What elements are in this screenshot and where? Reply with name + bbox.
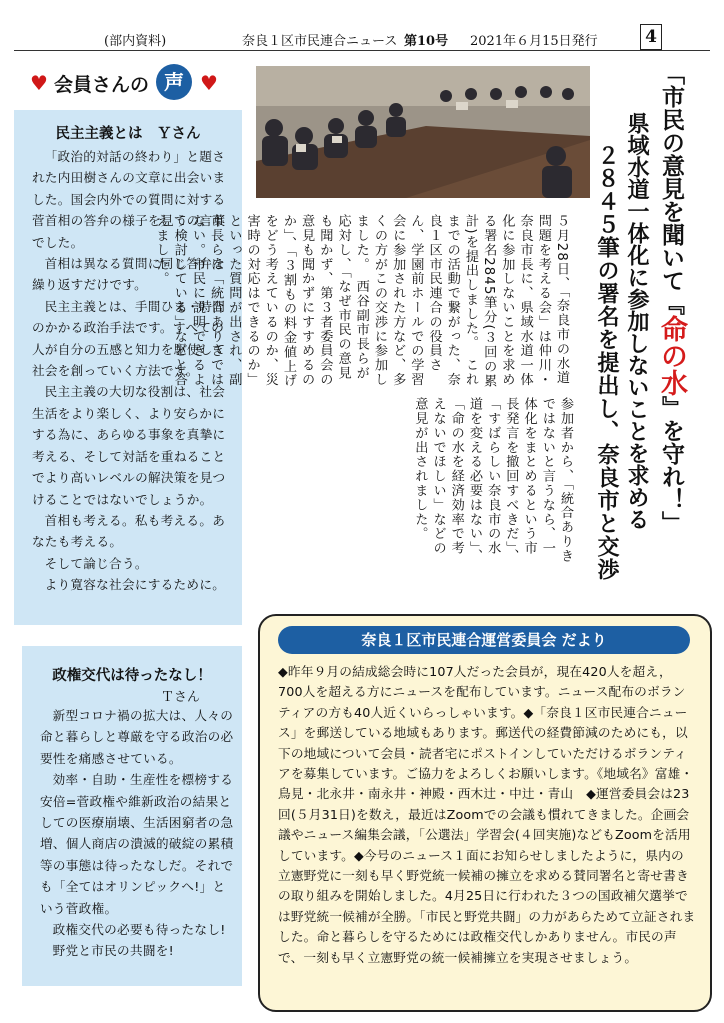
column-paragraph: 効率・自助・生産性を標榜する安倍=菅政権や維新政治の結果としての医療崩壊、生活困窮者の急増、個人商店の潰滅的破綻の累積等の事態は待ったなしだ。それでも「全てはオリンピックへ!」という菅政権。	[40, 772, 234, 916]
headline-pre: 「市民の意見を聞いて『	[658, 62, 685, 315]
column-title: 政権交代は待ったなし！	[52, 668, 212, 684]
member-column-regime-change	[22, 646, 242, 986]
issue-number: 第10号	[404, 34, 449, 49]
headline-sub2: ２８４５筆の署名を提出し、奈良市と交渉	[594, 144, 619, 581]
page-number: 4	[640, 24, 662, 50]
committee-notice	[258, 614, 712, 1012]
notice-body: ◆昨年９月の結成総会時に107人だった会員が，現在420人を超え，700人を超える方にニュースを配布しています。ニュース配布のボランティアの方も40人近くいらっしゃいます。◆「奈良１区市民連合ニュース」を郵送している地域もあります。郵送代の経費節減のためにも，以下の地域について会員・読者宅にポストインしていただけるボランティアを募集しています。ご協力をよろしくお願いします。《地域名》富雄・鳥見・北永井・南永井・神殿・西木辻・中辻・青山 ◆運営委員会は23回(５月31日)を数え，最近はZoomでの会議も慣れてきました。企画会議やニュース編集会議，「公選法」学習会(４回実施)などもZoomを活用しています。◆今号のニュース１面にお知らせしましたように，県内の立憲野党に一刻も早く野党統一候補の擁立を求める賛同署名と寄せ書きの取り組みを開始しました。4月25日に行われた３つの国政補欠選挙では野党統一候補が全勝。「市民と野党共闘」の力があらためて立証されました。命と暮らしを守るためには政権交代しかありません。市民の声で、一刻も早く立憲野党の統一候補擁立を実現させましょう。	[278, 664, 696, 965]
column-paragraph: 首相は異なる質問に同じ答弁を繰り返すだけです。	[32, 256, 226, 293]
headline-main	[656, 62, 686, 582]
meeting-photo	[256, 66, 590, 198]
internal-label: (部内資料)	[104, 34, 167, 49]
column-paragraph: より寛容な社会にするために。	[44, 577, 226, 593]
headline-post: 』を守れ！」	[658, 396, 685, 534]
voice-badge: 声	[156, 64, 192, 100]
article-lower: 参加者から、「統合ありきではないと言うなら、一体化をまとめるという市長発言を撤回すべきだ」、「すばらしい奈良市の水道を変える必要はない」、「命の水を経済効率で考えないでほしい」などの意見が出されました。	[412, 397, 573, 564]
column-paragraph: 民主主義とは、手間ひま・時間のかかる政治手法です。すべての人が自分の五感と知力を駆使して社会を創っていく方法です。	[32, 298, 226, 379]
column-title: 民主主義とは Ｙさん	[55, 126, 201, 142]
headline-sub1: 県域水道一体化に参加しないことを求める	[624, 112, 649, 530]
page-header	[0, 8, 724, 49]
column-paragraph: 首相も考える。私も考える。あなたも考える。	[32, 512, 226, 550]
voice-title-text: 会員さんの	[54, 74, 150, 96]
heart-icon: ♥	[200, 71, 218, 95]
newsletter-name: 奈良１区市民連合ニュース	[242, 34, 398, 49]
header-rule	[14, 50, 710, 51]
column-paragraph: 野党と市民の共闘を!	[52, 943, 174, 959]
column-paragraph: 政権交代の必要も待ったなし!	[52, 922, 226, 938]
notice-title: 奈良１区市民連合運営委員会 だより	[278, 626, 690, 654]
column-paragraph: そして論じ合う。	[44, 555, 148, 571]
column-author: Ｔさん	[160, 690, 200, 705]
headline-red: 命の水	[656, 315, 687, 396]
article-upper: ５月28日、「奈良市の水道問題を考える会」は仲川・奈良市長に、県域水道一体化に参加しないことを求める署名2845筆分(３回の累計)を提出しました。 これまでの活動で繋がった、奈良１区市民連合の役員さん、学園前ホールでの学習会に参加された方など、多くの方がこの交渉に参加しました。 西谷副市長らが応対し、「なぜ市民の意見も聞かず、第３者委員会の意見も聞かずにすすめるのか」、「３割もの料金値上げをどう考えているのか、災害時の対応はできるのか」といった質問が出され、副市長らは「統合ありきではない。市民に説明できるよう検討している」などと答えました。	[153, 214, 569, 389]
heart-icon: ♥	[30, 71, 48, 95]
column-paragraph: 民主主義の大切な役割は、社会生活をより楽しく、より安らかにする為に、あらゆる事象を真摯に考える、そして対話を重ねることでより高いレベルの解決策を見つけることではないでしょうか。	[32, 384, 226, 507]
issue-date: 2021年６月15日発行	[470, 34, 598, 49]
column-paragraph: 「政治的対話の終わり」と題された内田樹さんの文章に出会いました。国会内外での質問に対する菅首相の答弁の様子を見ての言葉でした。	[32, 149, 226, 250]
voice-section-title	[28, 64, 248, 100]
column-paragraph: 新型コロナ禍の拡大は、人々の命と暮らしと尊厳を守る政治の必要性を痛感させている。	[40, 708, 234, 766]
